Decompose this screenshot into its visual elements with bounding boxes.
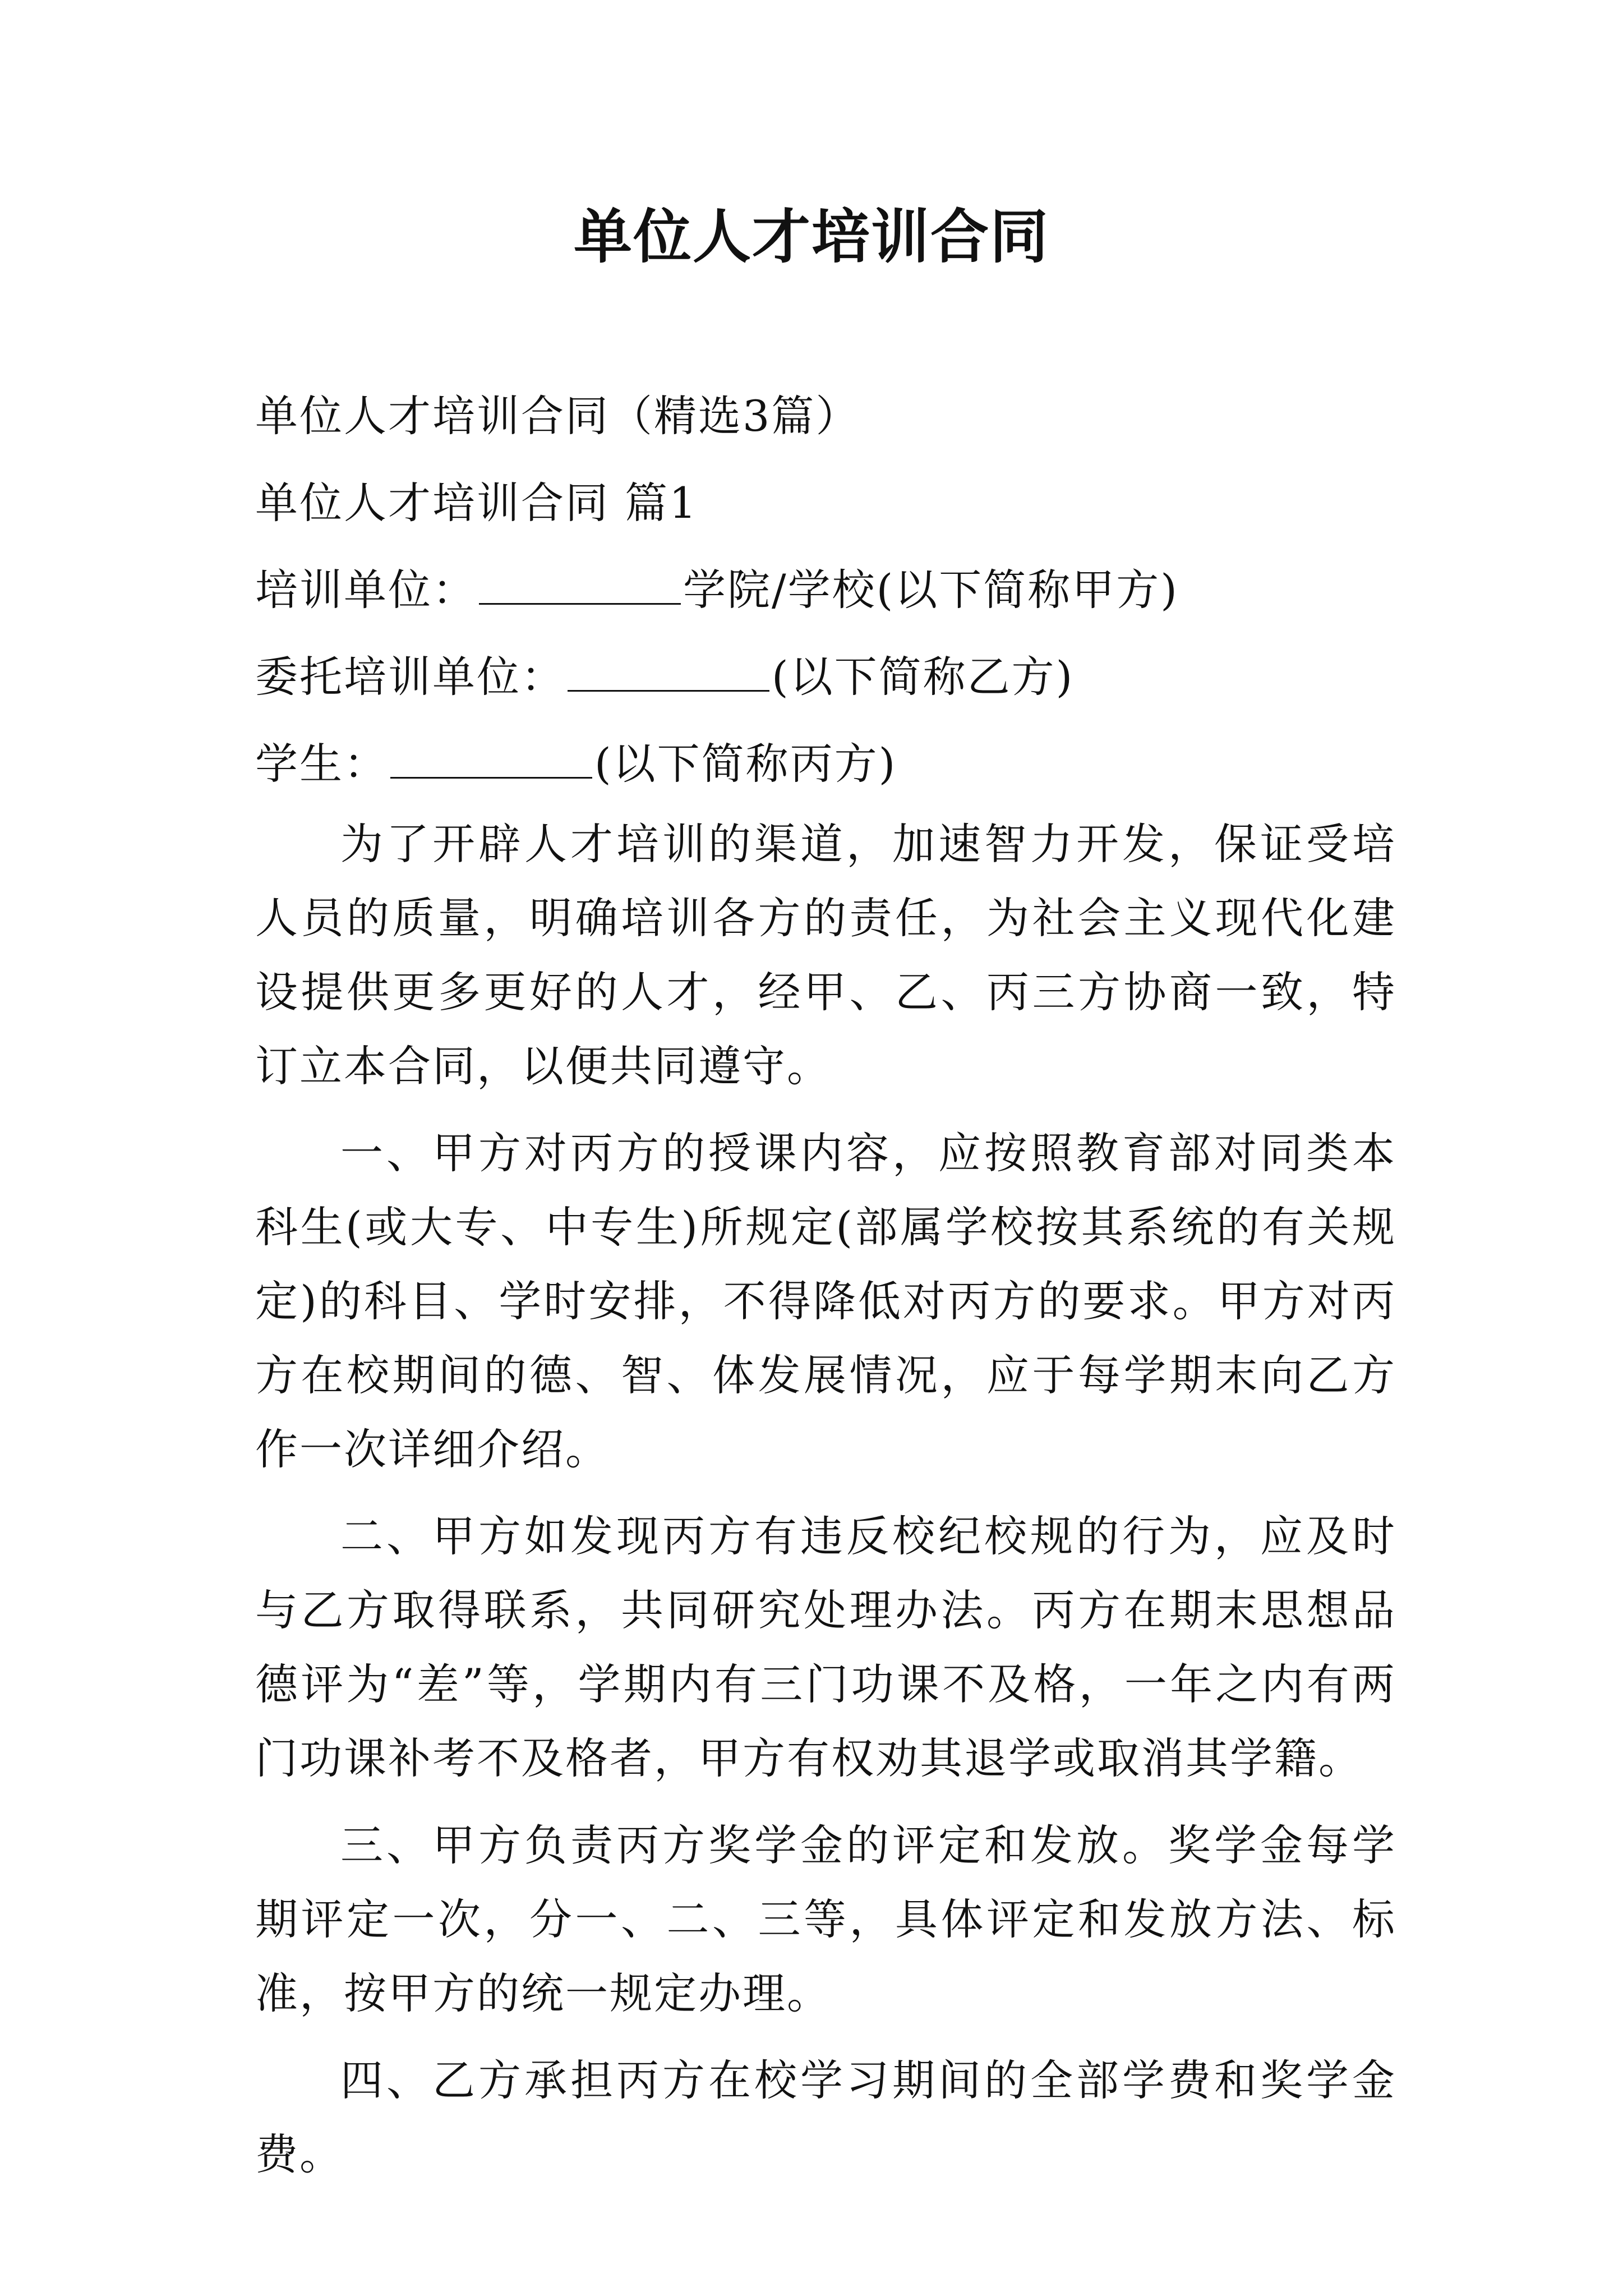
field-label: 委托培训单位：	[255, 652, 565, 702]
fill-in-blank	[479, 567, 681, 605]
document-body	[255, 372, 1396, 2205]
fill-in-blank	[390, 741, 592, 779]
section-heading: 单位人才培训合同 篇1	[255, 478, 698, 528]
field-suffix: 学院/学校(以下简称甲方)	[683, 565, 1179, 615]
field-training-unit	[255, 546, 1396, 633]
field-label: 学生：	[255, 739, 388, 789]
field-label: 培训单位：	[255, 565, 477, 615]
paragraph-clause-3: 三、甲方负责丙方奖学金的评定和发放。奖学金每学期评定一次，分一、二、三等，具体评定和发放方法、标准，按甲方的统一规定办理。	[255, 1820, 1396, 2018]
fill-in-blank	[568, 654, 769, 692]
field-suffix: (以下简称乙方)	[772, 652, 1075, 702]
document-subtitle: 单位人才培训合同（精选3篇）	[255, 391, 860, 441]
paragraph-clause-1: 一、甲方对丙方的授课内容，应按照教育部对同类本科生(或大专、中专生)所规定(部属学校按其系统的有关规定)的科目、学时安排，不得降低对丙方的要求。甲方对丙方在校期间的德、智、体发展情况，应于每学期末向乙方作一次详细介绍。	[255, 1128, 1396, 1474]
field-entrusting-unit	[255, 633, 1396, 720]
field-suffix: (以下简称丙方)	[594, 739, 897, 789]
paragraph-clause-4: 四、乙方承担丙方在校学习期间的全部学费和奖学金费。	[255, 2055, 1396, 2179]
paragraph-preamble: 为了开辟人才培训的渠道，加速智力开发，保证受培人员的质量，明确培训各方的责任，为社会主义现代化建设提供更多更好的人才，经甲、乙、丙三方协商一致，特订立本合同，以便共同遵守。	[255, 819, 1396, 1091]
document-title: 单位人才培训合同	[573, 202, 1049, 271]
field-student	[255, 720, 1396, 807]
paragraph-clause-2: 二、甲方如发现丙方有违反校纪校规的行为，应及时与乙方取得联系，共同研究处理办法。丙方在期末思想品德评为“差”等，学期内有三门功课不及格，一年之内有两门功课补考不及格者，甲方有权劝其退学或取消其学籍。	[255, 1511, 1396, 1783]
